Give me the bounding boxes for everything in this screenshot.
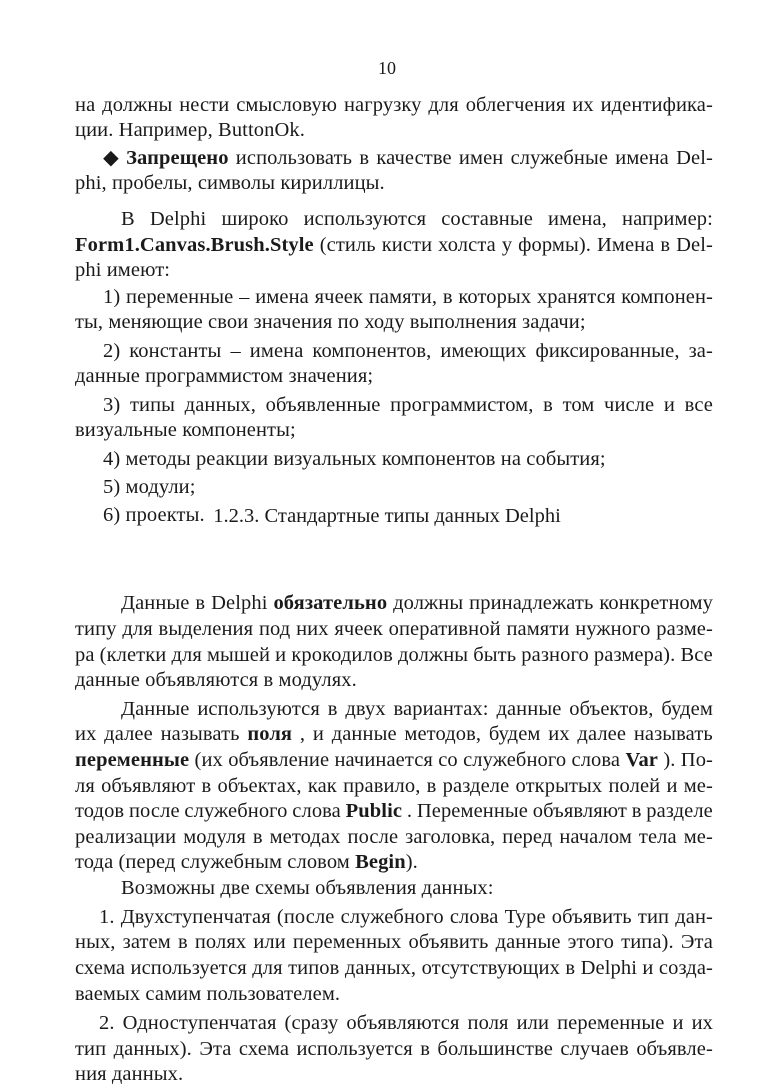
text-line	[103, 475, 196, 499]
text-line	[75, 118, 305, 142]
word: в	[177, 931, 188, 953]
word: вариантах:	[393, 698, 489, 720]
word: слова	[292, 800, 341, 822]
word: в	[442, 286, 453, 308]
text-line	[75, 171, 385, 195]
section-heading: 1.2.3. Стандартные типы данных Delphi	[213, 505, 561, 527]
word: составные	[441, 208, 533, 230]
word: компонентов,	[312, 340, 432, 362]
text-line	[75, 1062, 183, 1086]
word: формы).	[518, 234, 592, 256]
word: как	[307, 775, 337, 797]
word: для	[171, 644, 202, 666]
word: размера).	[593, 644, 676, 666]
word: началом	[559, 826, 632, 848]
word: .	[406, 800, 413, 822]
word: схема	[238, 1038, 290, 1060]
word: объявляются	[346, 1012, 460, 1034]
text-line	[121, 697, 713, 721]
word: тодов	[75, 800, 125, 822]
word: памяти	[506, 618, 570, 640]
word: широко	[221, 208, 289, 230]
word: данных).	[113, 1038, 192, 1060]
word: Var	[625, 749, 659, 771]
word: (их	[194, 749, 223, 771]
word: объявление	[228, 749, 330, 771]
word: холста	[438, 234, 496, 256]
word: объявленные	[265, 394, 381, 416]
word: использовать	[235, 147, 353, 169]
word: методах	[269, 826, 341, 848]
word: и	[312, 723, 324, 745]
word: качестве	[376, 147, 452, 169]
text-line	[75, 668, 357, 692]
word: используются	[197, 698, 320, 720]
word: для	[122, 618, 153, 640]
word: быть	[473, 644, 517, 666]
word: переменные	[75, 749, 190, 771]
text-line	[103, 393, 713, 417]
word: Данные	[121, 592, 190, 614]
word: Del-	[676, 147, 713, 169]
word: объявить	[408, 931, 489, 953]
text-line	[103, 339, 713, 363]
word: числе	[604, 394, 655, 416]
word: них	[296, 618, 329, 640]
word: ).	[663, 749, 676, 771]
word: Delphi	[149, 208, 207, 230]
word: реализации	[75, 826, 177, 848]
text-line	[121, 591, 713, 615]
text-run: 6) проекты.	[103, 504, 205, 526]
word: ячеек	[314, 286, 364, 308]
word: крокодилов	[291, 644, 393, 666]
word: и	[275, 644, 287, 666]
word: кисти	[381, 234, 433, 256]
word: программистом,	[390, 394, 534, 416]
text-run: данные программистом значения;	[75, 365, 374, 387]
text-run: данные объявляются в модулях.	[75, 669, 357, 691]
word: полях	[194, 931, 247, 953]
text-line	[75, 93, 713, 117]
text-line	[75, 258, 170, 282]
word: данных,	[184, 394, 256, 416]
text-run: ).	[405, 851, 418, 873]
word: оперативной	[388, 618, 501, 640]
word: нагрузку	[343, 94, 422, 116]
word: объявляют	[101, 775, 196, 797]
word: далее	[577, 723, 627, 745]
word: памяти,	[368, 286, 438, 308]
word: ме-	[683, 775, 713, 797]
word: используется	[130, 957, 247, 979]
text-line	[75, 748, 713, 772]
word: имен	[458, 147, 504, 169]
word: полей	[608, 775, 661, 797]
word: 1.	[99, 906, 115, 928]
word: служебного	[463, 749, 567, 771]
word: заголовка,	[405, 826, 496, 848]
word: тип	[637, 906, 670, 928]
word: имеющих	[440, 340, 527, 362]
word: и	[642, 957, 654, 979]
word: типов	[288, 957, 340, 979]
word: принадлежать	[469, 592, 594, 614]
word: в	[201, 775, 212, 797]
word: –	[239, 286, 250, 308]
text-run: ты, меняющие свои значения по ходу выполнения задачи;	[75, 311, 586, 333]
word: которых	[458, 286, 532, 308]
text-line	[75, 825, 713, 849]
word: двух	[345, 698, 386, 720]
word: в	[565, 957, 576, 979]
word: данных,	[344, 957, 417, 979]
text-line	[75, 956, 713, 980]
word: имена	[255, 286, 309, 308]
text-run: ваемых самим пользователем.	[75, 983, 341, 1005]
word: большинстве	[437, 1038, 553, 1060]
word: Type	[504, 906, 546, 928]
word: тела	[638, 826, 677, 848]
word: 2)	[103, 340, 121, 362]
word: используются	[303, 208, 427, 230]
word: их	[691, 1012, 713, 1034]
text-line	[75, 982, 340, 1006]
word: созда-	[658, 957, 713, 979]
word: например:	[622, 208, 713, 230]
word: правило,	[343, 775, 421, 797]
word: переменные	[126, 286, 234, 308]
text-line	[75, 930, 713, 954]
word: случаев	[560, 1038, 629, 1060]
word: Эта	[199, 1038, 232, 1060]
word: Del-	[676, 234, 713, 256]
word: объектов,	[569, 698, 654, 720]
word: называть	[633, 723, 713, 745]
word: в	[426, 775, 437, 797]
text-run: phi имеют:	[75, 259, 171, 281]
word: смысловую	[236, 94, 338, 116]
text-line	[75, 617, 713, 641]
text-line	[75, 774, 713, 798]
word: ра	[75, 644, 95, 666]
word: служебные	[510, 147, 609, 169]
word: служебного	[184, 800, 288, 822]
text-line	[103, 285, 713, 309]
word: отсутствующих	[421, 957, 560, 979]
word: открытых	[515, 775, 603, 797]
word: Public	[345, 800, 403, 822]
word: за-	[688, 340, 713, 362]
word: перед	[502, 826, 553, 848]
word: типа).	[621, 931, 674, 953]
word: или	[253, 931, 286, 953]
word: объектах,	[217, 775, 302, 797]
word: или	[516, 1012, 550, 1034]
text-line	[103, 146, 713, 170]
word: (клетки	[99, 644, 167, 666]
text-line	[103, 447, 606, 471]
word: том	[562, 394, 595, 416]
word: будем	[488, 723, 541, 745]
word: должны	[102, 94, 173, 116]
word: ля	[75, 775, 95, 797]
word: под	[258, 618, 291, 640]
word: имена	[249, 340, 304, 362]
word: обязательно	[273, 592, 388, 614]
word: данные	[331, 723, 397, 745]
word: типы	[129, 394, 176, 416]
word: –	[230, 340, 241, 362]
word: объявить	[551, 906, 632, 928]
word: нужного	[575, 618, 651, 640]
word: их	[572, 94, 594, 116]
word: разного	[521, 644, 589, 666]
word: после	[128, 800, 180, 822]
word: Form1.Canvas.Brush.Style	[75, 234, 314, 256]
word: идентифика-	[600, 94, 713, 116]
word: 2.	[99, 1012, 115, 1034]
word: должны	[398, 644, 469, 666]
text-line	[75, 233, 713, 257]
word: компонен-	[621, 286, 713, 308]
bold-text: Begin	[355, 851, 406, 873]
word: По-	[680, 749, 713, 771]
word: слова	[449, 906, 499, 928]
word: Delphi	[211, 592, 268, 614]
word: модуля	[183, 826, 246, 848]
word: ме-	[683, 826, 713, 848]
word: в	[543, 394, 553, 416]
word: поля	[247, 723, 293, 745]
word: на	[75, 94, 96, 116]
word: этого	[567, 931, 615, 953]
word: хранятся	[536, 286, 616, 308]
word: после	[347, 826, 399, 848]
word: В	[121, 208, 135, 230]
word: данные	[495, 931, 561, 953]
word: далее	[104, 723, 153, 745]
word: типу	[75, 618, 117, 640]
word: для	[428, 94, 459, 116]
text-line	[99, 1011, 713, 1035]
word: и	[663, 394, 675, 416]
word: в	[252, 826, 263, 848]
word: должны	[393, 592, 464, 614]
word: схема	[75, 957, 126, 979]
text-line	[75, 1037, 713, 1061]
word: для	[252, 957, 283, 979]
word: переменные	[557, 1012, 665, 1034]
text-line	[121, 876, 494, 900]
word: Все	[680, 644, 713, 666]
word: со	[438, 749, 458, 771]
word: называть	[160, 723, 240, 745]
word: разделе	[646, 800, 713, 822]
word: разделе	[442, 775, 510, 797]
word: конкретному	[599, 592, 713, 614]
word: тип	[75, 1038, 107, 1060]
word: Переменные	[416, 800, 528, 822]
text-run: ния данных.	[75, 1063, 184, 1085]
word: (сразу	[284, 1012, 339, 1034]
word: Delphi	[580, 957, 637, 979]
word: мышей	[206, 644, 271, 666]
text-line	[75, 418, 296, 442]
word: в	[420, 1038, 430, 1060]
text-run: тода (перед служебным словом	[75, 851, 356, 873]
word: имена	[615, 147, 669, 169]
text-run: 5) модули;	[103, 476, 196, 498]
word: Эта	[680, 931, 713, 953]
text-run: 4) методы реакции визуальных компонентов на события;	[103, 448, 606, 470]
word: Двухступенчатая	[120, 906, 271, 928]
page-number: 10	[378, 58, 396, 78]
word: дан-	[675, 906, 713, 928]
text-run: визуальные компоненты;	[75, 419, 296, 441]
text-line	[75, 799, 713, 823]
text-line	[75, 364, 373, 388]
word: слова	[571, 749, 621, 771]
text-line	[75, 643, 713, 667]
word: будем	[661, 698, 713, 720]
text-run: ции. Например, ButtonOk.	[75, 119, 305, 141]
word: их	[75, 723, 97, 745]
word: ◆	[103, 147, 119, 169]
word: Запрещено	[126, 147, 229, 169]
text-run: phi, пробелы, символы кириллицы.	[75, 172, 385, 194]
word: используется	[296, 1038, 413, 1060]
word: ячеек	[334, 618, 383, 640]
text-line	[75, 310, 586, 334]
text-line	[121, 207, 713, 231]
word: у	[501, 234, 513, 256]
word: начинается	[334, 749, 433, 771]
word: объявле-	[636, 1038, 713, 1060]
word: и	[672, 1012, 684, 1034]
word: ных,	[75, 931, 116, 953]
word: (после	[276, 906, 335, 928]
word: переменных	[292, 931, 402, 953]
word: Одноступенчатая	[122, 1012, 277, 1034]
word: данные	[496, 698, 562, 720]
word: фиксированные,	[535, 340, 680, 362]
word: в	[660, 234, 671, 256]
word: объявляют	[532, 800, 627, 822]
word: Данные	[121, 698, 190, 720]
text-line	[99, 905, 713, 929]
word: поля	[467, 1012, 509, 1034]
word: облегчения	[465, 94, 566, 116]
word: имена,	[548, 208, 607, 230]
word: ,	[299, 723, 306, 745]
word: константы	[129, 340, 222, 362]
text-line	[75, 850, 418, 874]
word: в	[195, 592, 206, 614]
word: 1)	[103, 286, 121, 308]
word: выделения	[158, 618, 254, 640]
word: разме-	[656, 618, 713, 640]
word: служебного	[340, 906, 444, 928]
word: в	[359, 147, 370, 169]
word: все	[684, 394, 713, 416]
text-run: Возможны две схемы объявления данных:	[121, 877, 494, 899]
word: в	[631, 800, 642, 822]
word: их	[548, 723, 570, 745]
word: затем	[122, 931, 171, 953]
word: методов,	[404, 723, 482, 745]
word: и	[666, 775, 678, 797]
word: 3)	[103, 394, 121, 416]
word: (стиль	[319, 234, 376, 256]
text-line	[75, 722, 713, 746]
word: в	[327, 698, 338, 720]
word: нести	[179, 94, 230, 116]
word: Имена	[596, 234, 655, 256]
